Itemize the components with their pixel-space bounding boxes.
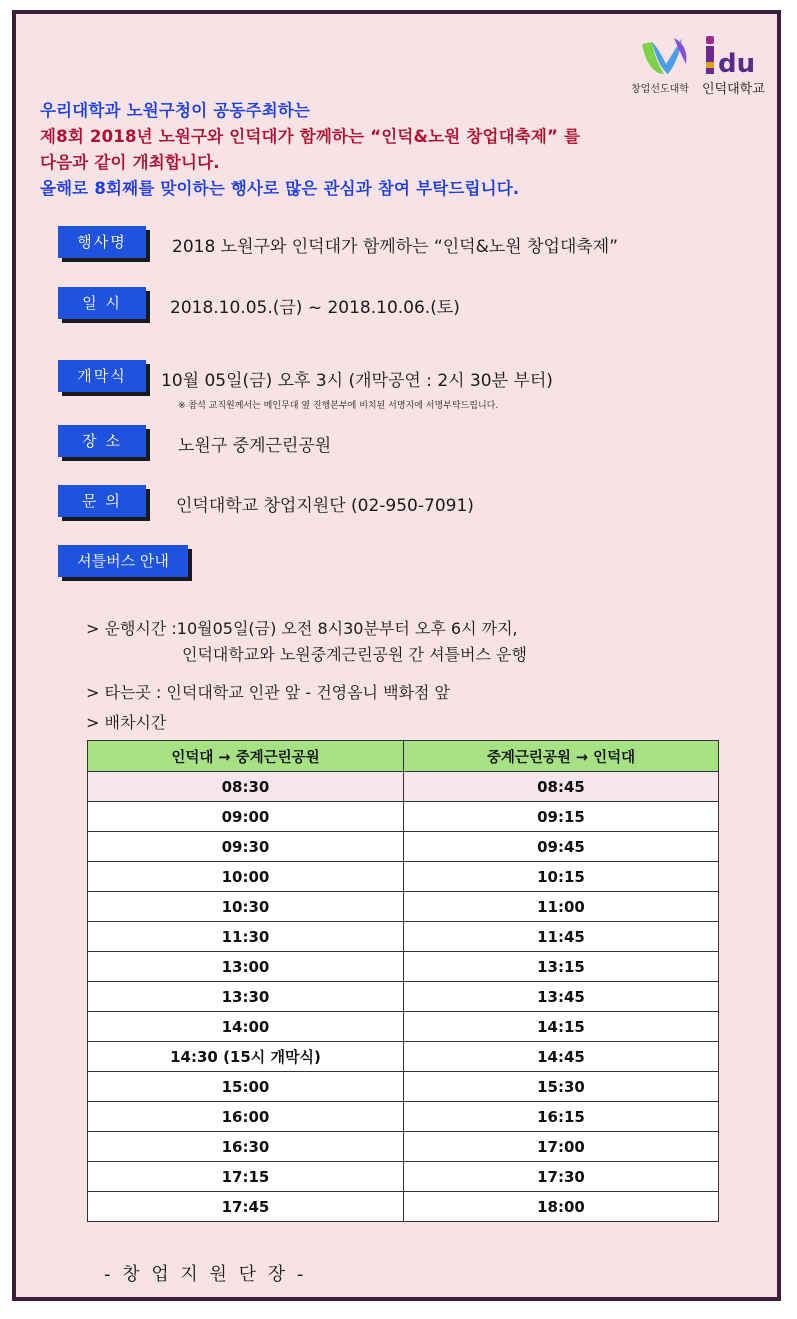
return-time: 14:45 [403,1042,718,1072]
return-time: 13:15 [403,952,718,982]
depart-time: 16:00 [88,1102,404,1132]
depart-time: 13:30 [88,982,404,1012]
depart-time: 11:30 [88,922,404,952]
shuttle-boarding: > 타는곳 : 인덕대학교 인관 앞 - 건영옴니 백화점 앞 [86,683,451,702]
date-value: 2018.10.05.(금) ~ 2018.10.06.(토) [170,298,460,318]
depart-time: 15:00 [88,1072,404,1102]
intro-line-3: 다음과 같이 개최합니다. [40,153,220,172]
table-row [88,1042,719,1072]
header-to-college: 중계근린공원 → 인덕대 [403,741,718,772]
logo-tagline: 창업선도대학 [631,84,689,95]
shuttle-hours-line-1: > 운행시간 :10월05일(금) 오전 8시30분부터 오후 6시 까지, [86,619,518,638]
table-row [88,1162,719,1192]
opening-value: 10월 05일(금) 오후 3시 (개막공연 : 2시 30분 부터) [161,371,553,391]
return-time: 09:15 [403,802,718,832]
header-to-park: 인덕대 → 중계근린공원 [88,741,404,772]
return-time: 17:00 [403,1132,718,1162]
intro-line-1: 우리대학과 노원구청이 공동주최하는 [40,101,311,120]
return-time: 17:30 [403,1162,718,1192]
event-name-label: 행사명 [58,226,146,258]
depart-time: 16:30 [88,1132,404,1162]
event-name-value: 2018 노원구와 인덕대가 함께하는 “인덕&노원 창업대축제” [172,237,619,257]
table-row [88,952,719,982]
svg-text:du: du [718,49,756,79]
table-row [88,1102,719,1132]
return-time: 15:30 [403,1072,718,1102]
table-row [88,1072,719,1102]
shuttle-label: 셔틀버스 안내 [58,545,188,577]
depart-time: 10:30 [88,892,404,922]
opening-label: 개막식 [58,360,146,392]
return-time: 11:45 [403,922,718,952]
schedule-title: > 배차시간 [86,713,167,732]
table-row [88,1132,719,1162]
depart-time: 17:15 [88,1162,404,1192]
return-time: 08:45 [403,772,718,802]
shuttle-schedule-table [87,740,719,1222]
table-row [88,982,719,1012]
table-row [88,892,719,922]
table-row [88,1192,719,1222]
depart-time: 14:30 (15시 개막식) [88,1042,404,1072]
idu-logo-icon [700,32,766,82]
return-time: 10:15 [403,862,718,892]
schedule-header-row [88,741,719,772]
shuttle-hours-line-2: 인덕대학교와 노원중계근린공원 간 셔틀버스 운행 [182,645,527,664]
table-row [88,862,719,892]
depart-time: 09:30 [88,832,404,862]
depart-time: 17:45 [88,1192,404,1222]
venue-value: 노원구 중계근린공원 [178,436,332,456]
logo-school-name: 인덕대학교 [702,82,765,97]
table-row [88,922,719,952]
intro-line-2: 제8회 2018년 노원구와 인덕대가 함께하는 “인덕&노원 창업대축제” 를 [40,127,581,146]
depart-time: 09:00 [88,802,404,832]
return-time: 11:00 [403,892,718,922]
table-row [88,1012,719,1042]
return-time: 13:45 [403,982,718,1012]
return-time: 16:15 [403,1102,718,1132]
return-time: 14:15 [403,1012,718,1042]
depart-time: 10:00 [88,862,404,892]
table-row [88,772,719,802]
return-time: 18:00 [403,1192,718,1222]
depart-time: 08:30 [88,772,404,802]
contact-value: 인덕대학교 창업지원단 (02-950-7091) [176,496,474,516]
footer-signature: - 창 업 지 원 단 장 - [104,1264,307,1285]
contact-label: 문 의 [58,485,146,517]
date-label: 일 시 [58,287,146,319]
venue-label: 장 소 [58,425,146,457]
depart-time: 13:00 [88,952,404,982]
table-row [88,802,719,832]
opening-note: ※ 참석 교직원께서는 메인무대 옆 진행본부에 비치된 서명지에 서명부탁드립니다. [178,401,499,411]
depart-time: 14:00 [88,1012,404,1042]
intro-line-4: 올해로 8회째를 맞이하는 행사로 많은 관심과 참여 부탁드립니다. [40,179,520,198]
table-row [88,832,719,862]
return-time: 09:45 [403,832,718,862]
startup-university-logo-icon [636,34,692,82]
